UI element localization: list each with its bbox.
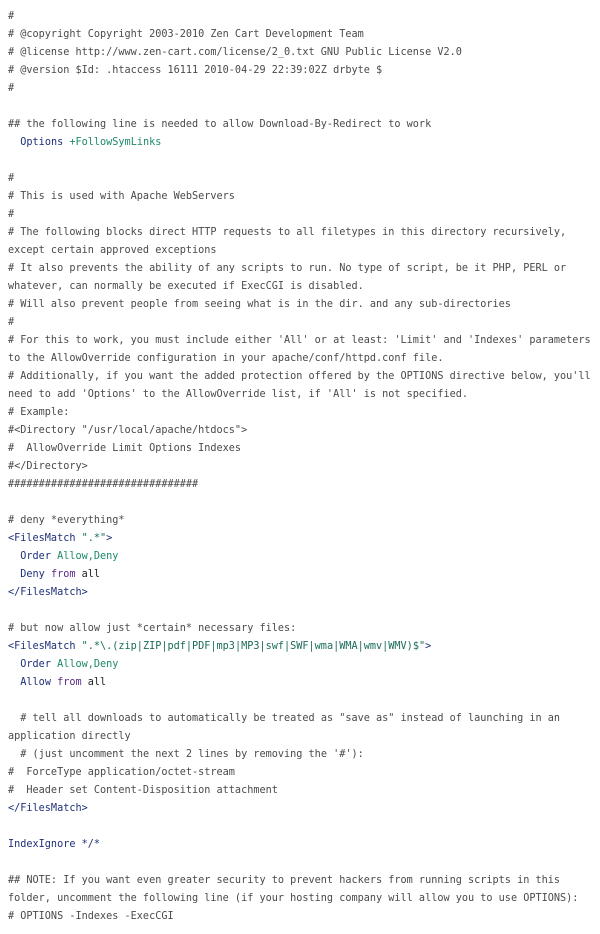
indent [8, 569, 20, 580]
comment-text: # [8, 11, 15, 22]
code-line [8, 818, 594, 836]
code-line [8, 530, 594, 548]
code-line [8, 872, 594, 908]
comment-text: # Will also prevent people from seeing what is in the dir. and any sub-directories [8, 299, 511, 310]
code-line [8, 260, 594, 296]
code-line [8, 602, 594, 620]
comment-text: #</Directory> [8, 461, 88, 472]
code-line [8, 566, 594, 584]
comment-text: # This is used with Apache WebServers [8, 191, 235, 202]
comment-text: # [8, 317, 15, 328]
directive-name: Order [20, 659, 51, 670]
comment-text: # The following blocks direct HTTP requests to all filetypes in this directory recursively, except certain approved exceptions [8, 227, 573, 256]
code-line [8, 836, 594, 854]
comment-text: # Example: [8, 407, 70, 418]
indent [8, 551, 20, 562]
code-line [8, 476, 594, 494]
code-line [8, 656, 594, 674]
code-line [8, 764, 594, 782]
directive-name: Options [20, 137, 64, 148]
code-line [8, 98, 594, 116]
indent [8, 677, 20, 688]
comment-text: # It also prevents the ability of any scripts to run. No type of script, be it PHP, PERL or whatever, can normally be executed if ExecCGI is disabled. [8, 263, 573, 292]
directive-value: all [87, 677, 107, 688]
comment-text: # For this to work, you must include either 'All' or at least: 'Limit' and 'Indexes' parameters to the AllowOverride configuration in your apache/conf/httpd.conf file. [8, 335, 597, 364]
comment-text: #<Directory "/usr/local/apache/htdocs"> [8, 425, 248, 436]
code-line [8, 710, 594, 746]
code-line [8, 548, 594, 566]
code-line [8, 908, 594, 926]
code-line [8, 440, 594, 458]
code-line [8, 224, 594, 260]
code-line [8, 116, 594, 134]
code-line [8, 368, 597, 404]
indent [8, 137, 20, 148]
comment-text: ## NOTE: If you want even greater security to prevent hackers from running scripts in this folder, uncomment the following line (if your hosting company will allow you to use OPTIONS): [8, 875, 579, 904]
code-line [8, 584, 594, 602]
comment-text: ############################### [8, 479, 199, 490]
code-line [8, 62, 594, 80]
code-line [8, 296, 594, 314]
comment-text: # @license http://www.zen-cart.com/license/2_0.txt GNU Public License V2.0 [8, 47, 462, 58]
section-tag-open: <FilesMatch [8, 641, 76, 652]
directive-value: +FollowSymLinks [69, 137, 162, 148]
keyword: from [57, 677, 82, 688]
code-line [8, 80, 594, 98]
code-line [8, 494, 594, 512]
comment-text: # @copyright Copyright 2003-2010 Zen Cart Development Team [8, 29, 364, 40]
section-tag-bracket: > [106, 533, 113, 544]
code-line [8, 674, 594, 692]
code-line [8, 638, 594, 656]
directive-name: Order [20, 551, 51, 562]
code-line [8, 332, 597, 368]
comment-text: # Additionally, if you want the added protection offered by the OPTIONS directive below, you'll need to add 'Options' to the AllowOverride list, if 'All' is not specified. [8, 371, 597, 400]
comment-text: # [8, 209, 15, 220]
code-line [8, 458, 594, 476]
section-tag-close: </FilesMatch> [8, 803, 88, 814]
code-line [8, 26, 594, 44]
code-line [8, 188, 594, 206]
comment-text: # OPTIONS -Indexes -ExecCGI [8, 911, 174, 922]
directive-value: all [81, 569, 101, 580]
code-line [8, 44, 594, 62]
directive-name: Deny [20, 569, 45, 580]
code-line [8, 314, 594, 332]
code-line [8, 404, 594, 422]
code-line [8, 782, 594, 800]
code-line [8, 854, 594, 872]
code-line [8, 170, 594, 188]
comment-text: # [8, 83, 15, 94]
section-tag-open: <FilesMatch [8, 533, 76, 544]
code-line [8, 8, 594, 26]
htaccess-code-view [8, 8, 597, 926]
section-tag-argument: ".*" [81, 533, 107, 544]
section-tag-close: </FilesMatch> [8, 587, 88, 598]
code-line [8, 800, 594, 818]
comment-text: # @version $Id: .htaccess 16111 2010-04-29 22:39:02Z drbyte $ [8, 65, 383, 76]
code-line [8, 746, 594, 764]
code-line [8, 692, 594, 710]
code-line [8, 620, 594, 638]
comment-text: # Header set Content-Disposition attachment [8, 785, 278, 796]
comment-text: # tell all downloads to automatically be treated as "save as" instead of launching in an application directly [8, 713, 567, 742]
comment-text: ## the following line is needed to allow Download-By-Redirect to work [8, 119, 432, 130]
keyword: from [50, 569, 76, 580]
indent [8, 659, 20, 670]
code-line [8, 422, 594, 440]
comment-text: # AllowOverride Limit Options Indexes [8, 443, 242, 454]
comment-text: # but now allow just *certain* necessary files: [8, 623, 297, 634]
section-tag-bracket: > [425, 641, 432, 652]
comment-text: # [8, 173, 15, 184]
directive-value: Allow,Deny [57, 659, 119, 670]
code-line [8, 134, 594, 152]
directive-value: Allow,Deny [57, 551, 119, 562]
comment-text: # (just uncomment the next 2 lines by removing the '#'): [8, 749, 364, 760]
code-line [8, 512, 594, 530]
directive-line: IndexIgnore */* [8, 839, 101, 850]
comment-text: # deny *everything* [8, 515, 125, 526]
code-line [8, 152, 594, 170]
directive-name: Allow [20, 677, 51, 688]
comment-text: # ForceType application/octet-stream [8, 767, 235, 778]
section-tag-argument: ".*\.(zip|ZIP|pdf|PDF|mp3|MP3|swf|SWF|wma|WMA|wmv|WMV)$" [81, 641, 426, 652]
code-line [8, 206, 594, 224]
